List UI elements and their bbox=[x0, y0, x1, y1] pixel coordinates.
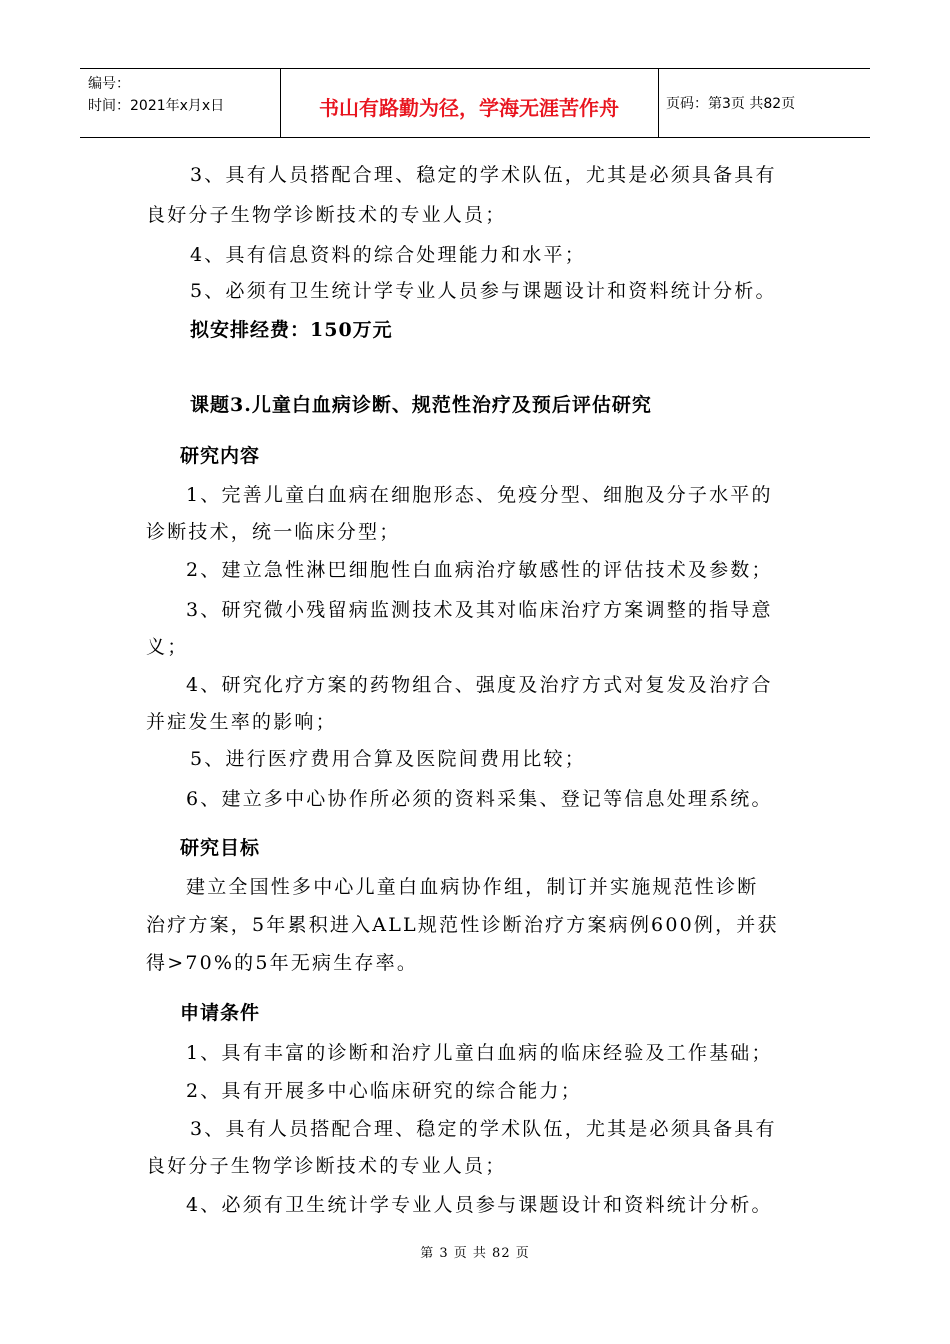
header-motto: 书山有路勤为径，学海无涯苦作舟 bbox=[319, 96, 619, 120]
paragraph-line: 4、必须有卫生统计学专业人员参与课题设计和资料统计分析。 bbox=[186, 1194, 773, 1216]
section-heading-conditions: 申请条件 bbox=[180, 1002, 261, 1024]
paragraph-line: 3、具有人员搭配合理、稳定的学术队伍，尤其是必须具备具有 bbox=[190, 164, 777, 186]
paragraph-line: 1、具有丰富的诊断和治疗儿童白血病的临床经验及工作基础； bbox=[186, 1042, 773, 1064]
page-footer: 第 3 页 共 82 页 bbox=[420, 1246, 530, 1261]
paragraph-line: 并症发生率的影响； bbox=[146, 711, 337, 733]
topic-title: 课题3.儿童白血病诊断、规范性治疗及预后评估研究 bbox=[190, 394, 652, 416]
paragraph-line: 2、具有开展多中心临床研究的综合能力； bbox=[186, 1080, 582, 1102]
section-heading-content: 研究内容 bbox=[180, 445, 261, 467]
paragraph-line: 5、进行医疗费用合算及医院间费用比较； bbox=[190, 748, 586, 770]
budget-line: 拟安排经费：150万元 bbox=[190, 319, 393, 341]
paragraph-line: 良好分子生物学诊断技术的专业人员； bbox=[146, 1155, 507, 1177]
header-divider bbox=[658, 69, 659, 137]
paragraph-line: 6、建立多中心协作所必须的资料采集、登记等信息处理系统。 bbox=[186, 788, 773, 810]
paragraph-line: 2、建立急性淋巴细胞性白血病治疗敏感性的评估技术及参数； bbox=[186, 559, 773, 581]
paragraph-line: 义； bbox=[146, 636, 189, 658]
header-page-info: 页码：第3页 共82页 bbox=[666, 96, 796, 112]
paragraph-line: 治疗方案，5年累积进入ALL规范性诊断治疗方案病例600例，并获 bbox=[146, 914, 779, 936]
paragraph-line: 4、研究化疗方案的药物组合、强度及治疗方式对复发及治疗合 bbox=[186, 674, 773, 696]
paragraph-line: 得>70%的5年无病生存率。 bbox=[146, 952, 419, 974]
paragraph-line: 3、具有人员搭配合理、稳定的学术队伍，尤其是必须具备具有 bbox=[190, 1118, 777, 1140]
paragraph-line: 1、完善儿童白血病在细胞形态、免疫分型、细胞及分子水平的 bbox=[186, 484, 773, 506]
paragraph-line: 4、具有信息资料的综合处理能力和水平； bbox=[190, 244, 586, 266]
page-header bbox=[80, 68, 870, 138]
paragraph-line: 3、研究微小残留病监测技术及其对临床治疗方案调整的指导意 bbox=[186, 599, 773, 621]
document-code-label: 编号： bbox=[88, 76, 130, 92]
paragraph-line: 5、必须有卫生统计学专业人员参与课题设计和资料统计分析。 bbox=[190, 280, 777, 302]
paragraph-line: 良好分子生物学诊断技术的专业人员； bbox=[146, 204, 507, 226]
header-meta bbox=[88, 73, 224, 117]
section-heading-goal: 研究目标 bbox=[180, 837, 261, 859]
document-date: 时间：2021年x月x日 bbox=[88, 98, 225, 114]
paragraph-line: 诊断技术，统一临床分型； bbox=[146, 521, 401, 543]
paragraph-line: 建立全国性多中心儿童白血病协作组，制订并实施规范性诊断 bbox=[186, 876, 759, 898]
